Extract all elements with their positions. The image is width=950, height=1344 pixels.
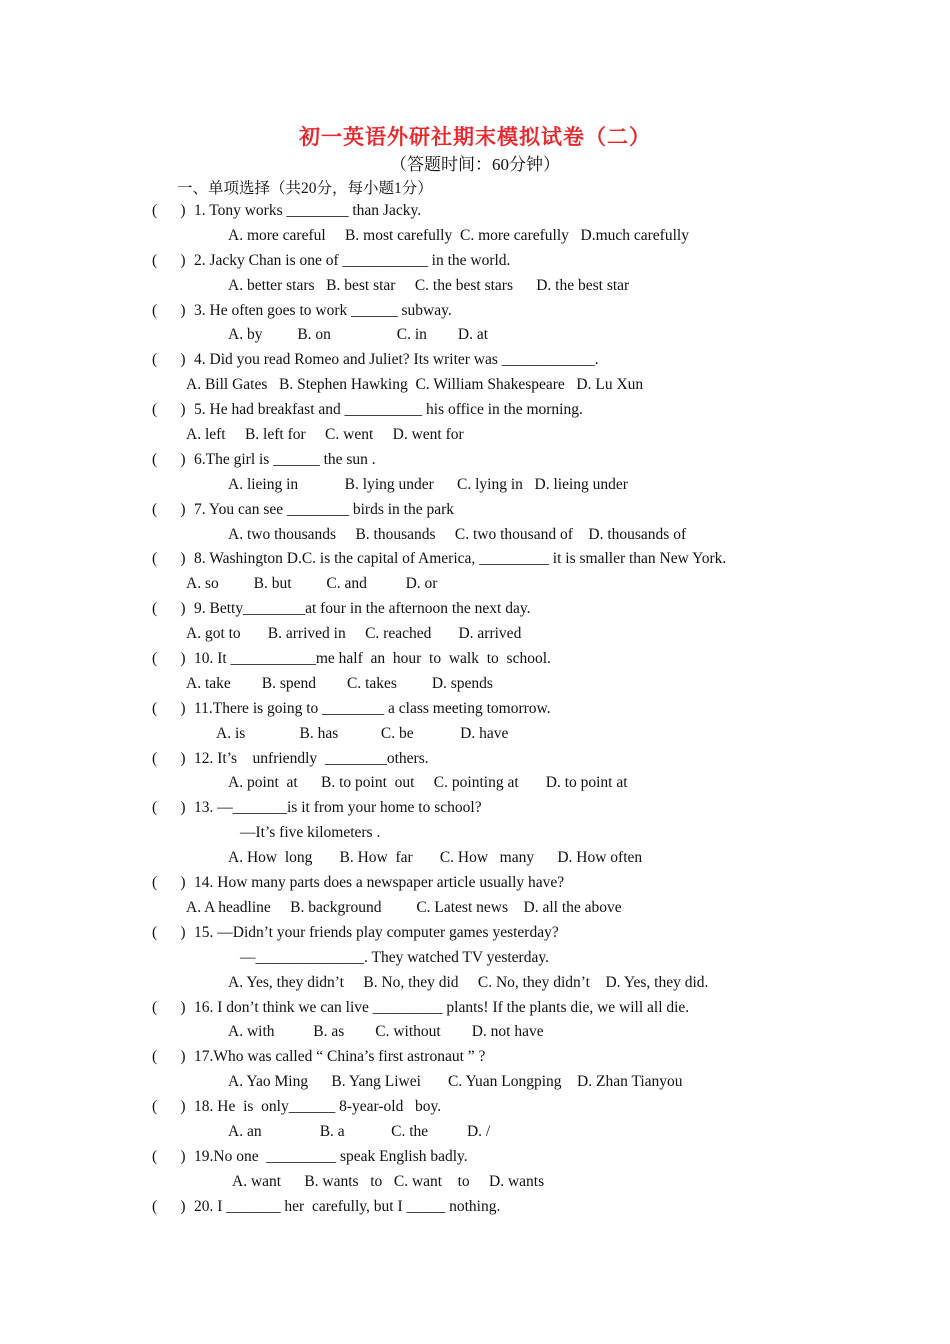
question-text: 1. Tony works ________ than Jacky.	[194, 202, 422, 219]
answer-blank: ( )	[152, 600, 186, 618]
question-9	[0, 597, 950, 622]
question-10-options	[0, 672, 950, 697]
question-text: 11.There is going to ________ a class meeting tomorrow.	[194, 699, 551, 717]
question-text: 13. —_______is it from your home to school?	[194, 799, 482, 817]
options-text: A. so B. but C. and D. or	[186, 575, 438, 593]
dialogue-response: —______________. They watched TV yesterday.	[240, 948, 549, 966]
question-3-options	[0, 323, 950, 348]
question-text: 15. —Didn’t your friends play computer games yesterday?	[194, 923, 559, 941]
options-text: A. by B. on C. in D. at	[228, 326, 489, 344]
answer-blank: ( )	[152, 749, 186, 767]
options-text: A. with B. as C. without D. not have	[228, 1023, 544, 1041]
question-text: 8. Washington D.C. is the capital of America, _________ it is smaller than New York.	[194, 550, 727, 568]
answer-blank: ( )	[152, 998, 186, 1016]
question-13	[0, 796, 950, 821]
question-17	[0, 1045, 950, 1070]
question-list	[0, 199, 950, 1220]
answer-blank: ( )	[152, 351, 186, 369]
question-11	[0, 697, 950, 722]
question-8-options	[0, 572, 950, 597]
answer-blank: ( )	[152, 1197, 186, 1215]
options-text: A. more careful B. most carefully C. more carefully D.much carefully	[228, 226, 689, 244]
question-13-options	[0, 846, 950, 871]
answer-blank: ( )	[152, 301, 186, 319]
question-2	[0, 249, 950, 274]
question-18	[0, 1095, 950, 1120]
answer-blank: ( )	[152, 699, 186, 717]
question-5-options	[0, 423, 950, 448]
question-text: 20. I _______ her carefully, but I _____ nothing.	[194, 1197, 501, 1215]
options-text: A. better stars B. best star C. the best stars D. the best star	[228, 276, 630, 294]
question-9-options	[0, 622, 950, 647]
options-text: A. How long B. How far C. How many D. How often	[228, 849, 643, 867]
answer-blank: ( )	[152, 1147, 186, 1165]
question-text: 18. He is only______ 8-year-old boy.	[194, 1098, 442, 1116]
section-heading: 一、单项选择（共20分，每小题1分）	[177, 180, 433, 197]
question-text: 14. How many parts does a newspaper article usually have?	[194, 874, 565, 892]
question-4	[0, 348, 950, 373]
question-13-response	[0, 821, 950, 846]
question-text: 6.The girl is ______ the sun .	[194, 450, 376, 468]
options-text: A. point at B. to point out C. pointing at D. to point at	[228, 774, 628, 792]
question-3	[0, 299, 950, 324]
answer-blank: ( )	[152, 1048, 186, 1066]
options-text: A. is B. has C. be D. have	[216, 724, 509, 742]
question-16-options	[0, 1020, 950, 1045]
options-text: A. Yao Ming B. Yang Liwei C. Yuan Longping D. Zhan Tianyou	[228, 1073, 683, 1091]
question-15-response	[0, 946, 950, 971]
answer-blank: ( )	[152, 450, 186, 468]
question-text: 2. Jacky Chan is one of ___________ in the world.	[194, 251, 511, 269]
answer-blank: ( )	[152, 202, 186, 219]
answer-blank: ( )	[152, 650, 186, 668]
question-5	[0, 398, 950, 423]
question-10	[0, 647, 950, 672]
answer-blank: ( )	[152, 799, 186, 817]
page-title: 初一英语外研社期末模拟试卷（二）	[299, 125, 651, 149]
question-20	[0, 1195, 950, 1220]
question-18-options	[0, 1120, 950, 1145]
question-text: 5. He had breakfast and __________ his office in the morning.	[194, 401, 583, 419]
options-text: A. two thousands B. thousands C. two thousand of D. thousands of	[228, 525, 687, 543]
dialogue-response: —It’s five kilometers .	[240, 824, 381, 842]
question-11-options	[0, 722, 950, 747]
answer-blank: ( )	[152, 401, 186, 419]
question-8	[0, 547, 950, 572]
question-7	[0, 498, 950, 523]
question-16	[0, 996, 950, 1021]
question-text: 7. You can see ________ birds in the park	[194, 500, 455, 518]
question-12	[0, 747, 950, 772]
question-text: 3. He often goes to work ______ subway.	[194, 301, 452, 319]
options-text: A. take B. spend C. takes D. spends	[186, 674, 493, 692]
question-6	[0, 448, 950, 473]
options-text: A. got to B. arrived in C. reached D. arrived	[186, 625, 522, 643]
page-subtitle: （答题时间：60分钟）	[390, 155, 560, 174]
question-text: 4. Did you read Romeo and Juliet? Its writer was ____________.	[194, 351, 599, 369]
question-19-options	[0, 1170, 950, 1195]
options-text: A. lieing in B. lying under C. lying in D. lieing under	[228, 475, 628, 493]
options-text: A. A headline B. background C. Latest news D. all the above	[186, 898, 622, 916]
question-14-options	[0, 896, 950, 921]
question-7-options	[0, 523, 950, 548]
answer-blank: ( )	[152, 874, 186, 892]
question-text: 12. It’s unfriendly ________others.	[194, 749, 429, 767]
options-text: A. Yes, they didn’t B. No, they did C. No, they didn’t D. Yes, they did.	[228, 973, 709, 991]
options-text: A. Bill Gates B. Stephen Hawking C. William Shakespeare D. Lu Xun	[186, 376, 644, 394]
question-12-options	[0, 771, 950, 796]
answer-blank: ( )	[152, 251, 186, 269]
answer-blank: ( )	[152, 500, 186, 518]
options-text: A. want B. wants to C. want to D. wants	[232, 1172, 545, 1190]
question-text: 19.No one _________ speak English badly.	[194, 1147, 468, 1165]
question-4-options	[0, 373, 950, 398]
answer-blank: ( )	[152, 923, 186, 941]
question-1-options	[0, 224, 950, 249]
question-text: 16. I don’t think we can live _________ plants! If the plants die, we will all die.	[194, 998, 690, 1016]
question-text: 9. Betty________at four in the afternoon the next day.	[194, 600, 531, 618]
options-text: A. left B. left for C. went D. went for	[186, 426, 464, 444]
question-6-options	[0, 473, 950, 498]
question-15-options	[0, 971, 950, 996]
options-text: A. an B. a C. the D. /	[228, 1122, 491, 1140]
question-19	[0, 1145, 950, 1170]
answer-blank: ( )	[152, 1098, 186, 1116]
question-1	[0, 199, 950, 224]
question-15	[0, 921, 950, 946]
answer-blank: ( )	[152, 550, 186, 568]
question-text: 17.Who was called “ China’s first astronaut ” ?	[194, 1048, 486, 1066]
question-2-options	[0, 274, 950, 299]
question-text: 10. It ___________me half an hour to walk to school.	[194, 650, 551, 668]
question-17-options	[0, 1070, 950, 1095]
question-14	[0, 871, 950, 896]
